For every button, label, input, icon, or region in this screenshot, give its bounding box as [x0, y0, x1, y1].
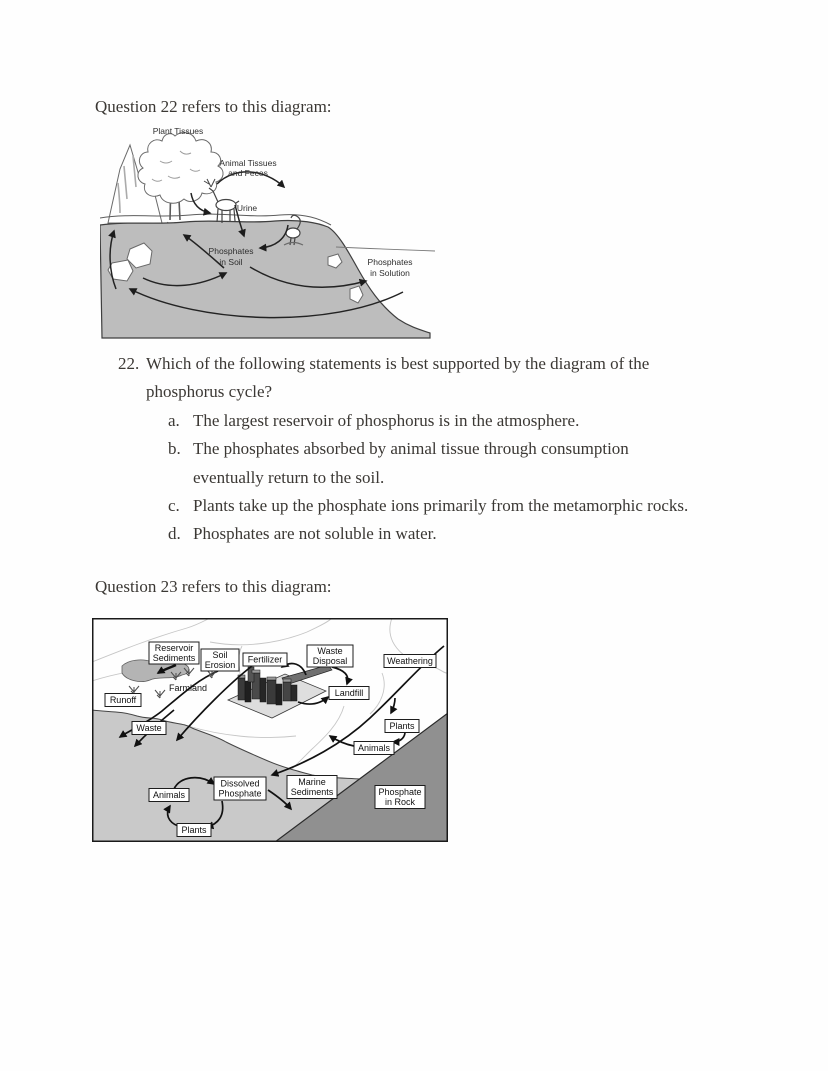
svg-text:Sediments: Sediments [290, 787, 334, 797]
option-c-text: Plants take up the phosphate ions primarily from the metamorphic rocks. [193, 496, 689, 515]
svg-text:Erosion: Erosion [204, 660, 236, 670]
svg-text:Landfill: Landfill [334, 688, 364, 698]
svg-text:Marine: Marine [298, 777, 326, 787]
label-plants-marine [177, 824, 211, 837]
option-a-text: The largest reservoir of phosphorus is in the atmosphere. [193, 411, 580, 430]
svg-text:Waste: Waste [136, 723, 162, 733]
svg-text:Soil: Soil [212, 650, 228, 660]
option-b-text-line-1: The phosphates absorbed by animal tissue through consumption [193, 439, 629, 458]
label-phosphates-in-solution-2: in Solution [370, 268, 410, 278]
label-marine-sediments [287, 776, 337, 799]
label-phosphates-in-solution-1: Phosphates [367, 257, 413, 267]
svg-text:Animals: Animals [152, 790, 186, 800]
phosphorus-cycle-diagram-2 [92, 618, 448, 842]
label-animals-land [354, 742, 394, 755]
option-c-letter: c. [168, 496, 180, 515]
label-runoff [105, 694, 141, 707]
label-phosphates-in-soil-2: in Soil [219, 257, 243, 267]
label-dissolved-phosphate [214, 777, 266, 800]
label-fertilizer [243, 653, 287, 666]
option-d-letter: d. [168, 524, 181, 543]
question-22-number: 22. [118, 354, 140, 373]
svg-text:Waste: Waste [317, 646, 343, 656]
svg-text:in Rock: in Rock [384, 797, 416, 807]
svg-text:Disposal: Disposal [312, 656, 348, 666]
option-d-text: Phosphates are not soluble in water. [193, 524, 437, 543]
label-animal-tissues-1: Animal Tissues [219, 158, 277, 168]
svg-text:Plants: Plants [181, 825, 207, 835]
svg-text:Animals: Animals [357, 743, 391, 753]
question-22-heading: Question 22 refers to this diagram: [95, 97, 332, 116]
label-soil-erosion [201, 649, 239, 671]
label-reservoir-sediments [149, 642, 199, 664]
label-weathering [384, 655, 436, 668]
water-line [336, 247, 435, 251]
svg-text:Dissolved: Dissolved [220, 778, 260, 789]
label-farmland: Farmland [168, 683, 208, 693]
svg-text:Fertilizer: Fertilizer [247, 654, 283, 665]
label-animal-tissues-2: and Feces [228, 168, 268, 178]
label-plants-land [385, 720, 419, 733]
svg-text:Phosphate: Phosphate [378, 787, 422, 797]
phosphorus-cycle-diagram-1 [100, 121, 435, 347]
label-phosphate-in-rock [375, 786, 425, 809]
option-a-letter: a. [168, 411, 180, 430]
question-22-line-1: Which of the following statements is best supported by the diagram of the [146, 354, 650, 373]
svg-text:Runoff: Runoff [109, 695, 137, 705]
label-landfill [329, 687, 369, 700]
question-23-heading: Question 23 refers to this diagram: [95, 577, 332, 596]
svg-text:Reservoir: Reservoir [154, 643, 194, 653]
svg-text:Phosphate: Phosphate [218, 788, 262, 799]
svg-text:Plants: Plants [389, 721, 415, 731]
option-b-letter: b. [168, 439, 181, 458]
soil-mass [100, 220, 430, 338]
question-22-line-2: phosphorus cycle? [146, 382, 273, 401]
svg-text:Sediments: Sediments [152, 653, 196, 663]
svg-text:Weathering: Weathering [387, 656, 433, 666]
label-animals-marine [149, 789, 189, 802]
label-urine: Urine [236, 203, 258, 213]
label-phosphates-in-soil-1: Phosphates [208, 246, 254, 256]
option-b-text-line-2: eventually return to the soil. [193, 468, 385, 487]
label-waste [132, 722, 166, 735]
label-waste-disposal [307, 645, 353, 667]
label-plant-tissues: Plant Tissues [152, 126, 204, 136]
